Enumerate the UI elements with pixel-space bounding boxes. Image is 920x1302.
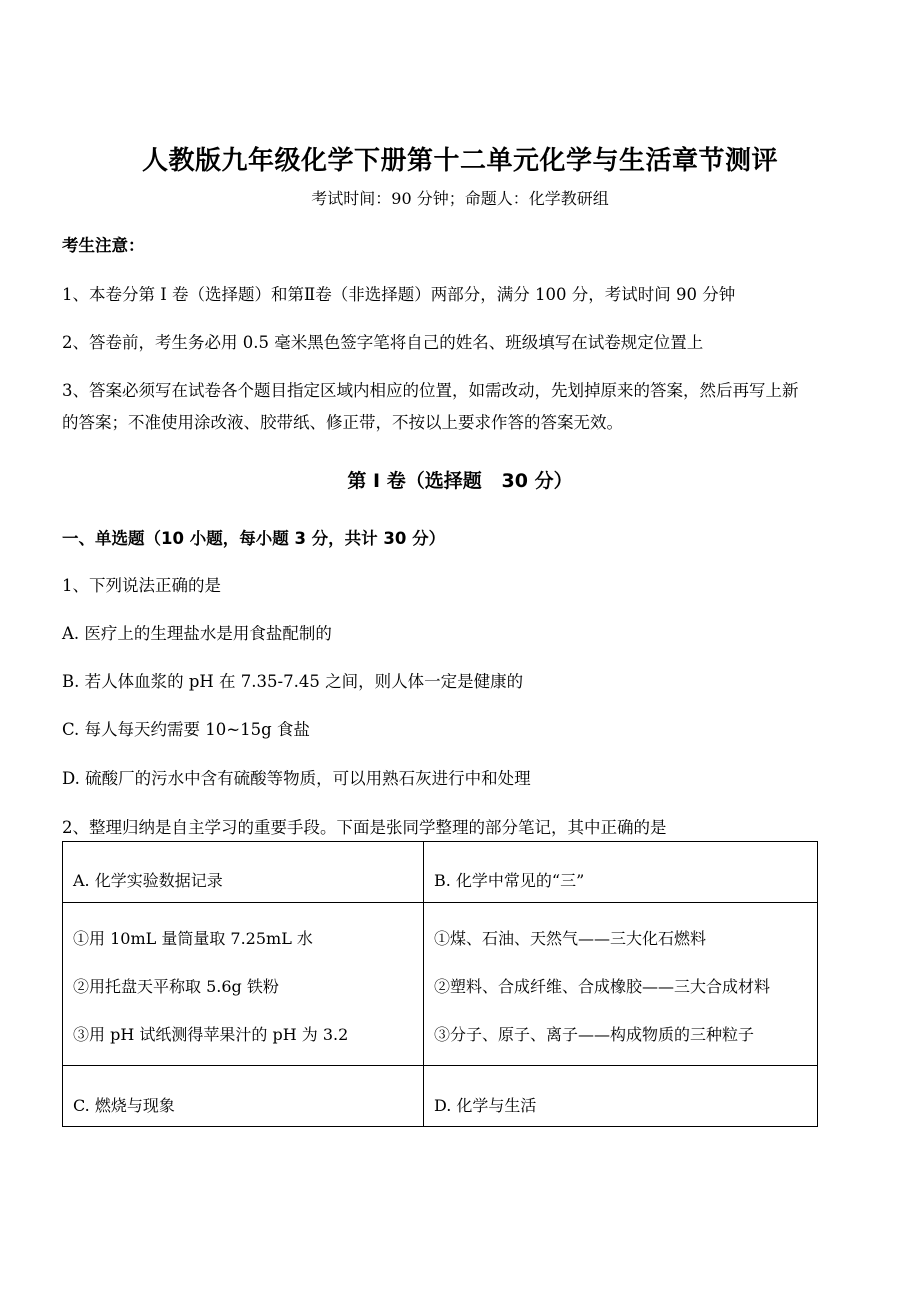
notice-item: 1、本卷分第 I 卷（选择题）和第Ⅱ卷（非选择题）两部分，满分 100 分，考试时间 90 分钟 bbox=[62, 285, 736, 304]
option-d-header: D. 化学与生活 bbox=[434, 1096, 537, 1115]
option-b-header: B. 化学中常见的“三” bbox=[434, 871, 585, 890]
table-cell-b-header bbox=[424, 842, 818, 903]
table-row bbox=[63, 903, 818, 1066]
option-a-header: A. 化学实验数据记录 bbox=[73, 871, 223, 890]
document-title: 人教版九年级化学下册第十二单元化学与生活章节测评 bbox=[141, 146, 778, 176]
list-item: ①用 10mL 量筒量取 7.25mL 水 bbox=[73, 929, 313, 948]
question-option-b: B. 若人体血浆的 pH 在 7.35-7.45 之间，则人体一定是健康的 bbox=[62, 672, 524, 691]
option-c-header: C. 燃烧与现象 bbox=[73, 1096, 175, 1115]
notice-item: 3、答案必须写在试卷各个题目指定区域内相应的位置，如需改动，先划掉原来的答案，然后再写上新 bbox=[62, 381, 799, 400]
question-stem: 2、整理归纳是自主学习的重要手段。下面是张同学整理的部分笔记，其中正确的是 bbox=[62, 818, 667, 837]
question-option-a: A. 医疗上的生理盐水是用食盐配制的 bbox=[62, 624, 332, 643]
document-subtitle: 考试时间：90 分钟；命题人：化学教研组 bbox=[311, 189, 609, 208]
list-item: ②塑料、合成纤维、合成橡胶——三大合成材料 bbox=[434, 977, 771, 996]
table-row bbox=[63, 1066, 818, 1127]
table-cell-d-header bbox=[424, 1066, 818, 1127]
question-option-c: C. 每人每天约需要 10~15g 食盐 bbox=[62, 720, 310, 739]
question-option-d: D. 硫酸厂的污水中含有硫酸等物质，可以用熟石灰进行中和处理 bbox=[62, 769, 531, 788]
list-item: ③分子、原子、离子——构成物质的三种粒子 bbox=[434, 1025, 755, 1044]
notice-item-continued: 的答案；不准使用涂改液、胶带纸、修正带，不按以上要求作答的答案无效。 bbox=[62, 413, 623, 432]
table-cell-c-header bbox=[63, 1066, 424, 1127]
notes-table bbox=[62, 841, 818, 1127]
table-cell-b-items bbox=[424, 903, 818, 1066]
table-cell-a-header bbox=[63, 842, 424, 903]
list-item: ③用 pH 试纸测得苹果汁的 pH 为 3.2 bbox=[73, 1025, 349, 1044]
part-heading: 一、单选题（10 小题，每小题 3 分，共计 30 分） bbox=[62, 529, 446, 548]
notice-heading: 考生注意： bbox=[62, 236, 145, 255]
list-item: ①煤、石油、天然气——三大化石燃料 bbox=[434, 929, 707, 948]
question-stem: 1、下列说法正确的是 bbox=[62, 576, 221, 595]
table-row bbox=[63, 842, 818, 903]
list-item: ②用托盘天平称取 5.6g 铁粉 bbox=[73, 977, 279, 996]
notice-item: 2、答卷前，考生务必用 0.5 毫米黑色签字笔将自己的姓名、班级填写在试卷规定位置上 bbox=[62, 333, 704, 352]
table-cell-a-items bbox=[63, 903, 424, 1066]
section-title: 第 I 卷（选择题 30 分） bbox=[347, 470, 573, 492]
